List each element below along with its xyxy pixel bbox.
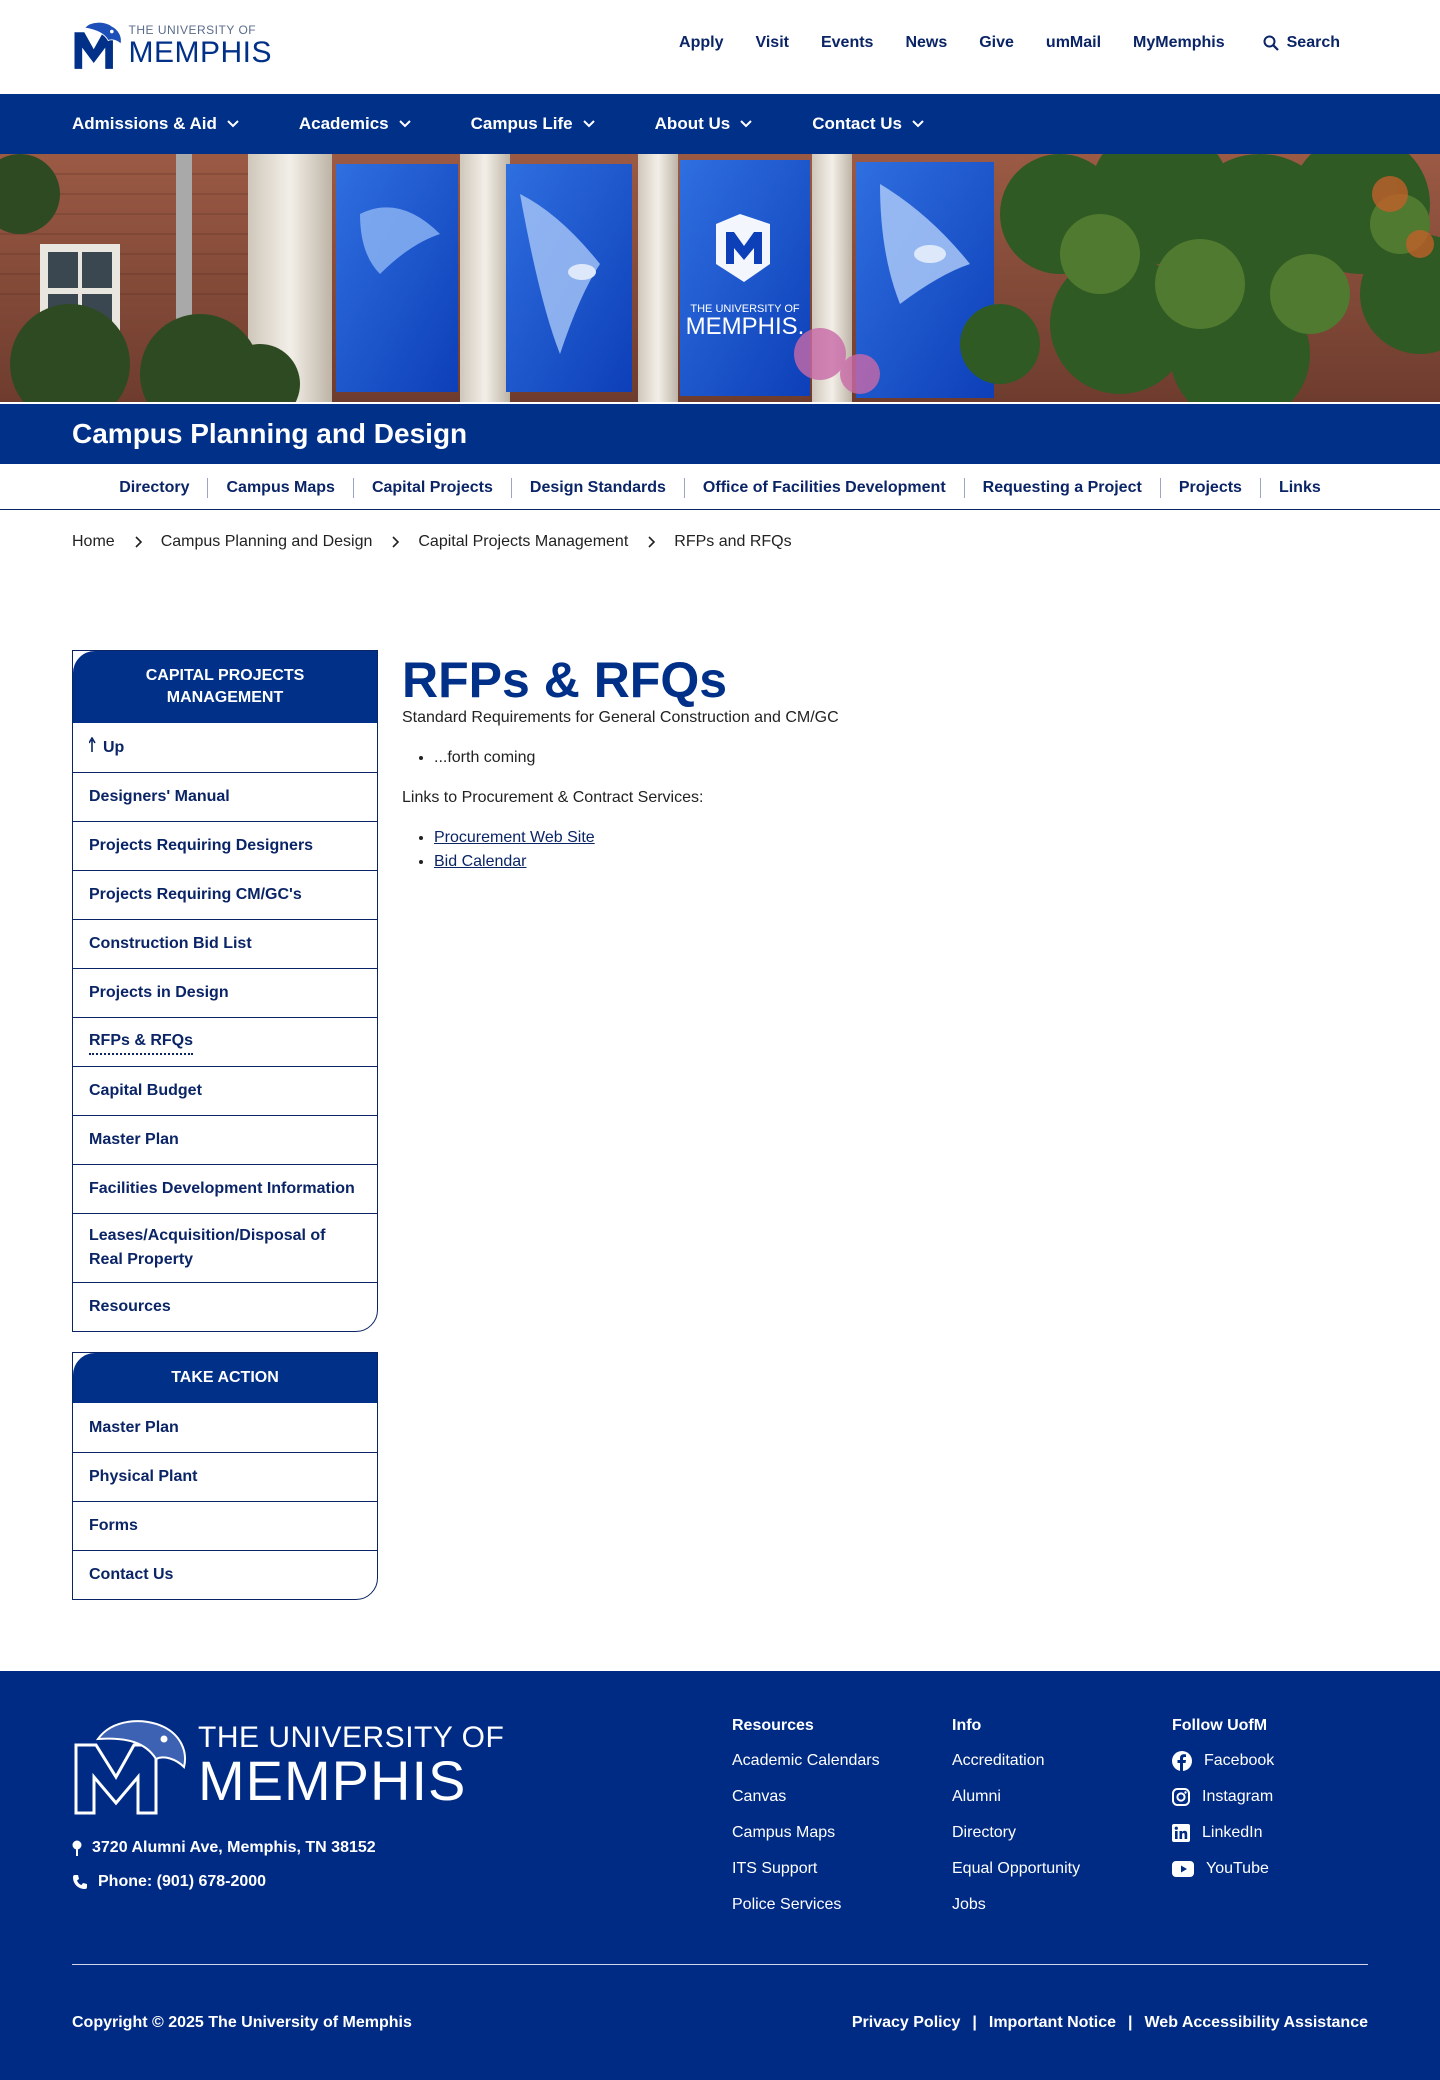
footer-divider <box>72 1964 1368 1965</box>
sidebar-item-label: Projects Requiring CM/GC's <box>89 886 302 903</box>
social-link-instagram[interactable] <box>1172 1787 1274 1807</box>
sidebar-item-label: Leases/Acquisition/Disposal of Real Property <box>89 1227 326 1268</box>
chevron-right-icon <box>135 536 143 548</box>
main-nav-label: Admissions & Aid <box>72 114 217 133</box>
section-nav-facilities-development[interactable]: Office of Facilities Development <box>685 478 965 498</box>
sidebar-item-facilities-development-info[interactable] <box>73 1164 377 1213</box>
arrow-up-icon <box>89 737 99 753</box>
hero-banner-image <box>0 154 1440 402</box>
sidebar-item-projects-requiring-cmgc[interactable] <box>73 870 377 919</box>
footer-logo-big: MEMPHIS <box>198 1749 467 1812</box>
logo-small-text: THE UNIVERSITY OF <box>128 23 257 37</box>
tiger-m-logo-icon <box>72 1715 192 1817</box>
sidebar-item-label: Master Plan <box>89 1131 179 1148</box>
breadcrumb-home[interactable]: Home <box>72 533 115 550</box>
sidebar-heading: CAPITAL PROJECTS MANAGEMENT <box>73 651 377 723</box>
footer-address-text: 3720 Alumni Ave, Memphis, TN 38152 <box>92 1839 376 1856</box>
take-action-contact-us[interactable] <box>73 1550 377 1599</box>
sidebar-item-capital-budget[interactable] <box>73 1066 377 1115</box>
footer-info-column <box>952 1717 1080 1931</box>
search-button[interactable] <box>1263 34 1340 52</box>
main-nav <box>0 94 1440 154</box>
social-link-facebook[interactable] <box>1172 1751 1274 1771</box>
footer-university-logo[interactable] <box>72 1715 504 1817</box>
chevron-down-icon <box>583 120 595 128</box>
take-action-forms[interactable] <box>73 1501 377 1550</box>
main-nav-admissions[interactable] <box>72 114 239 134</box>
breadcrumb-capital-projects[interactable]: Capital Projects Management <box>418 533 629 550</box>
main-nav-label: Contact Us <box>812 114 902 133</box>
section-nav-design-standards[interactable]: Design Standards <box>512 478 685 498</box>
privacy-policy-link[interactable]: Privacy Policy <box>851 2014 961 2031</box>
social-link-linkedin[interactable] <box>1172 1823 1274 1843</box>
section-nav-projects[interactable]: Projects <box>1161 478 1261 498</box>
list-item <box>434 850 1362 874</box>
sidebar-item-master-plan[interactable] <box>73 1115 377 1164</box>
social-label: Facebook <box>1204 1752 1275 1769</box>
sidebar-item-projects-requiring-designers[interactable] <box>73 821 377 870</box>
breadcrumb-current: RFPs and RFQs <box>674 533 792 550</box>
section-nav-capital-projects[interactable]: Capital Projects <box>354 478 512 498</box>
map-pin-icon <box>72 1840 82 1856</box>
sidebar-item-label: Physical Plant <box>89 1468 198 1485</box>
search-label: Search <box>1286 34 1340 51</box>
footer-link-academic-calendars[interactable]: Academic Calendars <box>732 1752 880 1769</box>
chevron-right-icon <box>392 536 400 548</box>
logo-big-text: MEMPHIS <box>128 36 272 69</box>
sidebar-item-designers-manual[interactable] <box>73 772 377 821</box>
footer-link-canvas[interactable]: Canvas <box>732 1788 787 1805</box>
important-notice-link[interactable]: Important Notice <box>988 2014 1116 2031</box>
main-nav-about-us[interactable] <box>655 114 753 134</box>
main-nav-label: Campus Life <box>470 114 573 133</box>
social-label: YouTube <box>1206 1860 1269 1877</box>
footer-link-jobs[interactable]: Jobs <box>952 1896 986 1913</box>
section-nav <box>0 466 1440 510</box>
page-title: RFPs & RFQs <box>402 652 728 708</box>
footer-link-alumni[interactable]: Alumni <box>952 1788 1001 1805</box>
main-nav-label: Academics <box>298 114 389 133</box>
copyright-text: Copyright © 2025 The University of Memphis <box>72 2014 412 2031</box>
section-nav-campus-maps[interactable]: Campus Maps <box>208 478 353 498</box>
main-nav-contact-us[interactable] <box>812 114 924 134</box>
utility-link-visit[interactable]: Visit <box>755 34 789 51</box>
utility-link-events[interactable]: Events <box>820 34 874 51</box>
sidebar-item-label: Construction Bid List <box>89 935 252 952</box>
top-bar <box>0 0 1440 94</box>
sidebar-item-label: RFPs & RFQs <box>89 1029 193 1055</box>
footer-address <box>72 1839 376 1857</box>
list-item: • ...forth coming <box>434 746 1362 770</box>
site-title[interactable]: Campus Planning and Design <box>72 418 468 449</box>
sidebar-item-resources[interactable] <box>73 1282 377 1331</box>
procurement-website-link[interactable]: Procurement Web Site <box>434 829 595 846</box>
footer-link-its-support[interactable]: ITS Support <box>732 1860 818 1877</box>
site-title-bar <box>0 404 1440 464</box>
sidebar <box>72 650 378 1600</box>
sidebar-item-label: Projects Requiring Designers <box>89 837 314 854</box>
youtube-icon <box>1172 1861 1194 1877</box>
take-action-master-plan[interactable] <box>73 1403 377 1452</box>
utility-link-ummail[interactable]: umMail <box>1045 34 1102 51</box>
sidebar-item-label: Master Plan <box>89 1418 179 1436</box>
phone-icon <box>72 1874 88 1890</box>
utility-link-news[interactable]: News <box>905 34 948 51</box>
instagram-icon <box>1172 1788 1190 1806</box>
utility-link-apply[interactable]: Apply <box>679 34 724 51</box>
chevron-right-icon <box>648 536 656 548</box>
bid-calendar-link[interactable]: Bid Calendar <box>434 853 527 870</box>
divider-pipe: | <box>972 2014 977 2031</box>
list-item <box>434 826 1362 850</box>
sidebar-item-rfps-rfqs[interactable] <box>73 1017 377 1066</box>
sidebar-item-label: Resources <box>89 1298 171 1315</box>
university-logo[interactable] <box>72 16 272 76</box>
sidebar-heading: TAKE ACTION <box>73 1353 377 1403</box>
social-label: Instagram <box>1202 1788 1274 1805</box>
main-nav-academics[interactable] <box>299 114 411 134</box>
links-list <box>434 826 1362 874</box>
banner-small-text: THE UNIVERSITY OF <box>690 303 800 315</box>
section-nav-links[interactable]: Links <box>1278 478 1321 496</box>
social-label: LinkedIn <box>1202 1824 1263 1841</box>
section-nav-requesting-project[interactable]: Requesting a Project <box>965 478 1161 498</box>
linkedin-icon <box>1172 1824 1190 1842</box>
legal-links <box>852 2014 1368 2032</box>
footer-social-column <box>1172 1717 1274 1895</box>
chevron-down-icon <box>399 120 411 128</box>
chevron-down-icon <box>912 120 924 128</box>
footer-link-police-services[interactable]: Police Services <box>732 1896 842 1913</box>
footer-column-heading: Info <box>952 1717 982 1734</box>
footer <box>0 1671 1440 2080</box>
hero-photo <box>0 154 1440 402</box>
sidebar-section-capital-projects <box>72 650 378 1332</box>
utility-link-mymemphis[interactable]: MyMemphis <box>1133 34 1225 51</box>
footer-column-heading: Follow UofM <box>1172 1717 1268 1734</box>
web-accessibility-link[interactable]: Web Accessibility Assistance <box>1144 2014 1368 2031</box>
footer-link-accreditation[interactable]: Accreditation <box>952 1752 1045 1769</box>
utility-nav <box>647 34 1340 52</box>
chevron-down-icon <box>227 120 239 128</box>
sidebar-item-label: Designers' Manual <box>89 788 230 805</box>
content-links-intro: Links to Procurement & Contract Services: <box>402 789 704 806</box>
footer-phone-text: Phone: (901) 678-2000 <box>98 1873 267 1890</box>
footer-resources-column <box>732 1717 880 1931</box>
breadcrumb <box>72 533 792 551</box>
footer-contact <box>72 1839 376 1907</box>
footer-phone[interactable] <box>72 1873 376 1891</box>
sidebar-up-label: Up <box>103 738 125 756</box>
section-nav-directory[interactable]: Directory <box>101 478 208 498</box>
sidebar-item-projects-in-design[interactable] <box>73 968 377 1017</box>
sidebar-item-label: Projects in Design <box>89 984 229 1001</box>
sidebar-up-link[interactable] <box>73 723 377 772</box>
sidebar-item-label: Capital Budget <box>89 1082 202 1099</box>
search-icon <box>1263 35 1279 51</box>
sidebar-section-take-action <box>72 1352 378 1600</box>
facebook-icon <box>1172 1751 1192 1771</box>
sidebar-item-label: Forms <box>89 1517 138 1534</box>
footer-column-heading: Resources <box>732 1717 814 1734</box>
content-intro: Standard Requirements for General Construction and CM/GC <box>402 709 839 726</box>
banner-big-text: MEMPHIS. <box>685 313 805 340</box>
tiger-m-logo-icon <box>72 18 124 74</box>
sidebar-item-construction-bid-list[interactable] <box>73 919 377 968</box>
footer-link-equal-opportunity[interactable]: Equal Opportunity <box>952 1860 1081 1877</box>
sidebar-item-label: Facilities Development Information <box>89 1180 355 1197</box>
main-nav-label: About Us <box>654 114 731 133</box>
main-nav-campus-life[interactable] <box>471 114 595 134</box>
footer-logo-small: THE UNIVERSITY OF <box>198 1721 505 1754</box>
footer-link-campus-maps[interactable]: Campus Maps <box>732 1824 836 1841</box>
take-action-physical-plant[interactable] <box>73 1452 377 1501</box>
utility-link-give[interactable]: Give <box>979 34 1014 51</box>
banner-text <box>680 304 810 339</box>
sidebar-item-label: Contact Us <box>89 1566 174 1583</box>
sidebar-item-leases[interactable] <box>73 1213 377 1282</box>
divider-pipe: | <box>1128 2014 1133 2031</box>
footer-link-directory[interactable]: Directory <box>952 1824 1017 1841</box>
bullet-list <box>434 746 1362 770</box>
breadcrumb-campus-planning[interactable]: Campus Planning and Design <box>160 533 373 550</box>
social-link-youtube[interactable] <box>1172 1859 1274 1879</box>
main-content <box>402 650 1362 894</box>
chevron-down-icon <box>740 120 752 128</box>
